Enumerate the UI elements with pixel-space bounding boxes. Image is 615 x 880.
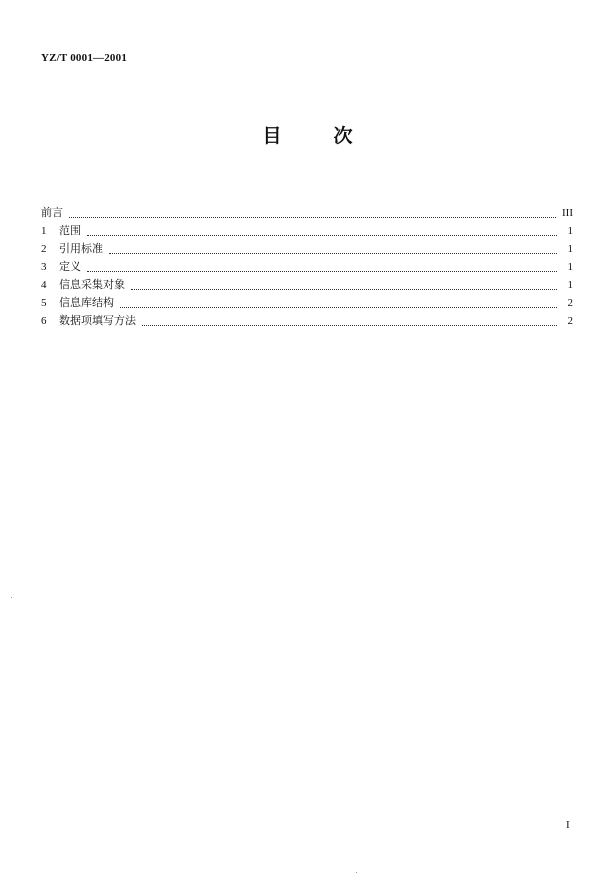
scan-speck <box>11 597 12 598</box>
toc-entry-filling-method[interactable] <box>41 312 573 330</box>
page-title <box>0 121 615 148</box>
dot-leader <box>120 307 557 308</box>
dot-leader <box>131 289 557 290</box>
standard-code: YZ/T 0001—2001 <box>41 52 128 64</box>
toc-entry-normative-references[interactable] <box>41 240 573 258</box>
title-char-1: 目 <box>262 125 282 147</box>
toc-entry-number: 5 <box>41 297 47 309</box>
toc-entry-page: III <box>562 207 573 219</box>
toc-entry-foreword[interactable] <box>41 204 573 222</box>
toc-entry-page: 2 <box>567 297 573 309</box>
toc-entry-database-structure[interactable] <box>41 294 573 312</box>
toc-entry-label: 信息采集对象 <box>59 278 125 291</box>
toc-entry-page: 1 <box>567 225 573 237</box>
toc-entry-label: 信息库结构 <box>59 296 114 309</box>
toc-entry-page: 1 <box>567 243 573 255</box>
dot-leader <box>87 271 557 272</box>
toc-entry-number: 1 <box>41 225 47 237</box>
toc-entry-label: 定义 <box>59 260 81 273</box>
toc-entry-label: 引用标准 <box>59 242 103 255</box>
dot-leader <box>109 253 557 254</box>
toc-entry-label: 前言 <box>41 206 63 219</box>
toc-entry-scope[interactable] <box>41 222 573 240</box>
dot-leader <box>87 235 557 236</box>
toc-entry-label: 范围 <box>59 224 81 237</box>
toc-entry-number: 3 <box>41 261 47 273</box>
dot-leader <box>69 217 556 218</box>
page-number: I <box>566 819 570 831</box>
scan-speck <box>356 872 357 873</box>
table-of-contents <box>41 204 573 330</box>
toc-entry-collection-objects[interactable] <box>41 276 573 294</box>
toc-entry-page: 1 <box>567 279 573 291</box>
toc-entry-page: 2 <box>567 315 573 327</box>
toc-entry-page: 1 <box>567 261 573 273</box>
toc-entry-label: 数据项填写方法 <box>59 314 136 327</box>
toc-entry-definitions[interactable] <box>41 258 573 276</box>
title-char-2: 次 <box>333 125 353 147</box>
toc-entry-number: 4 <box>41 279 47 291</box>
dot-leader <box>142 325 557 326</box>
toc-entry-number: 2 <box>41 243 47 255</box>
toc-entry-number: 6 <box>41 315 47 327</box>
